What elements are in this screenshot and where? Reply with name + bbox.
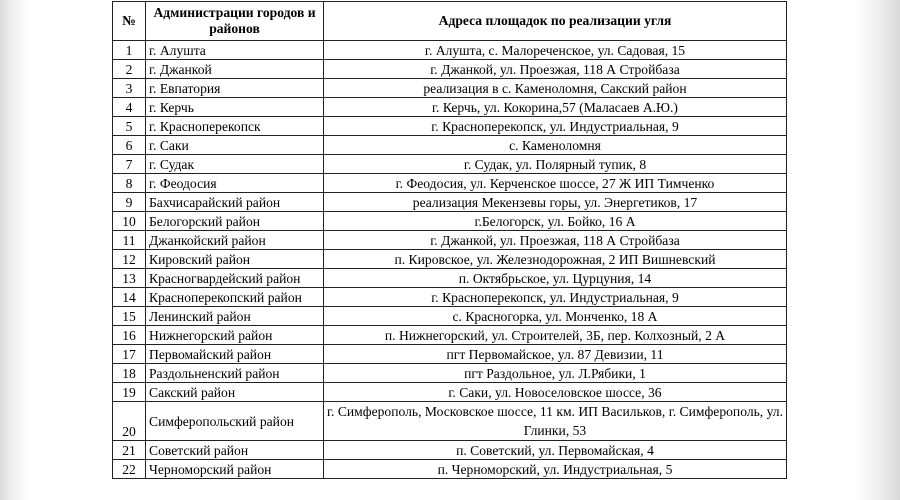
row-number: 14 (113, 288, 146, 307)
row-address: г. Джанкой, ул. Проезжая, 118 А Стройбаза (324, 60, 787, 79)
row-address: реализация Мекензевы горы, ул. Энергетиков, 17 (324, 193, 787, 212)
row-address: г. Керчь, ул. Кокорина,57 (Маласаев А.Ю.) (324, 98, 787, 117)
row-administration: Сакский район (146, 383, 324, 402)
row-number: 3 (113, 79, 146, 98)
row-number: 11 (113, 231, 146, 250)
row-number: 1 (113, 41, 146, 60)
row-address: г. Феодосия, ул. Керченское шоссе, 27 Ж ИП Тимченко (324, 174, 787, 193)
row-address: г. Судак, ул. Полярный тупик, 8 (324, 155, 787, 174)
row-administration: Нижнегорский район (146, 326, 324, 345)
row-number: 22 (113, 460, 146, 479)
row-address: реализация в с. Каменоломня, Сакский район (324, 79, 787, 98)
row-administration: Красноперекопский район (146, 288, 324, 307)
row-address: п. Кировское, ул. Железнодорожная, 2 ИП Вишневский (324, 250, 787, 269)
row-number: 5 (113, 117, 146, 136)
row-number: 8 (113, 174, 146, 193)
row-address: п. Нижнегорский, ул. Строителей, 3Б, пер. Колхозный, 2 А (324, 326, 787, 345)
row-number: 19 (113, 383, 146, 402)
table-row (113, 345, 787, 364)
row-number: 2 (113, 60, 146, 79)
row-administration: Первомайский район (146, 345, 324, 364)
row-administration: Белогорский район (146, 212, 324, 231)
header-administration: Администрации городов и районов (146, 2, 324, 41)
row-address: г.Белогорск, ул. Бойко, 16 А (324, 212, 787, 231)
row-address: пгт Раздольное, ул. Л.Рябики, 1 (324, 364, 787, 383)
row-number: 6 (113, 136, 146, 155)
row-number: 15 (113, 307, 146, 326)
row-administration: г. Феодосия (146, 174, 324, 193)
table-row (113, 383, 787, 402)
row-administration: г. Керчь (146, 98, 324, 117)
row-administration: г. Джанкой (146, 60, 324, 79)
table-row (113, 212, 787, 231)
row-address: г. Джанкой, ул. Проезжая, 118 А Стройбаза (324, 231, 787, 250)
row-number: 4 (113, 98, 146, 117)
table-header-row (113, 2, 787, 41)
row-number: 12 (113, 250, 146, 269)
row-number: 7 (113, 155, 146, 174)
right-page-shadow (855, 0, 900, 500)
table-row (113, 79, 787, 98)
row-administration: Раздольненский район (146, 364, 324, 383)
row-number: 10 (113, 212, 146, 231)
row-administration: Кировский район (146, 250, 324, 269)
header-number: № (113, 2, 146, 41)
row-address: г. Красноперекопск, ул. Индустриальная, 9 (324, 288, 787, 307)
row-address: п. Черноморский, ул. Индустриальная, 5 (324, 460, 787, 479)
row-administration: Черноморский район (146, 460, 324, 479)
row-administration: Красногвардейский район (146, 269, 324, 288)
row-address: п. Советский, ул. Первомайская, 4 (324, 441, 787, 460)
row-address: п. Октябрьское, ул. Цурцуния, 14 (324, 269, 787, 288)
row-number: 9 (113, 193, 146, 212)
row-administration: Джанкойский район (146, 231, 324, 250)
row-number: 20 (113, 402, 146, 441)
row-administration: г. Саки (146, 136, 324, 155)
table-row (113, 60, 787, 79)
table-row (113, 136, 787, 155)
row-number: 18 (113, 364, 146, 383)
row-address: с. Красногорка, ул. Монченко, 18 А (324, 307, 787, 326)
table-row (113, 193, 787, 212)
table-row (113, 326, 787, 345)
row-address: г. Саки, ул. Новоселовское шоссе, 36 (324, 383, 787, 402)
table-row (113, 460, 787, 479)
row-administration: Симферопольский район (146, 402, 324, 441)
coal-sale-addresses-table (112, 1, 787, 479)
left-page-shadow (0, 0, 30, 500)
table-row (113, 441, 787, 460)
table-row (113, 117, 787, 136)
row-administration: Ленинский район (146, 307, 324, 326)
table-row (113, 307, 787, 326)
table-row (113, 250, 787, 269)
row-administration: г. Судак (146, 155, 324, 174)
table-row (113, 155, 787, 174)
row-address: г. Красноперекопск, ул. Индустриальная, 9 (324, 117, 787, 136)
table-row (113, 98, 787, 117)
table-row (113, 402, 787, 441)
table-row (113, 231, 787, 250)
row-address: пгт Первомайское, ул. 87 Девизии, 11 (324, 345, 787, 364)
row-number: 16 (113, 326, 146, 345)
row-administration: г. Красноперекопск (146, 117, 324, 136)
row-administration: г. Алушта (146, 41, 324, 60)
table-row (113, 174, 787, 193)
row-administration: Бахчисарайский район (146, 193, 324, 212)
row-number: 21 (113, 441, 146, 460)
table-row (113, 269, 787, 288)
row-address: г. Алушта, с. Малореченское, ул. Садовая, 15 (324, 41, 787, 60)
row-administration: Советский район (146, 441, 324, 460)
row-address: с. Каменоломня (324, 136, 787, 155)
header-address: Адреса площадок по реализации угля (324, 2, 787, 41)
table-row (113, 41, 787, 60)
row-number: 17 (113, 345, 146, 364)
table-row (113, 288, 787, 307)
row-administration: г. Евпатория (146, 79, 324, 98)
row-number: 13 (113, 269, 146, 288)
row-address: г. Симферополь, Московское шоссе, 11 км. ИП Васильков, г. Симферополь, ул. Глинки, 53 (324, 402, 787, 441)
table-row (113, 364, 787, 383)
